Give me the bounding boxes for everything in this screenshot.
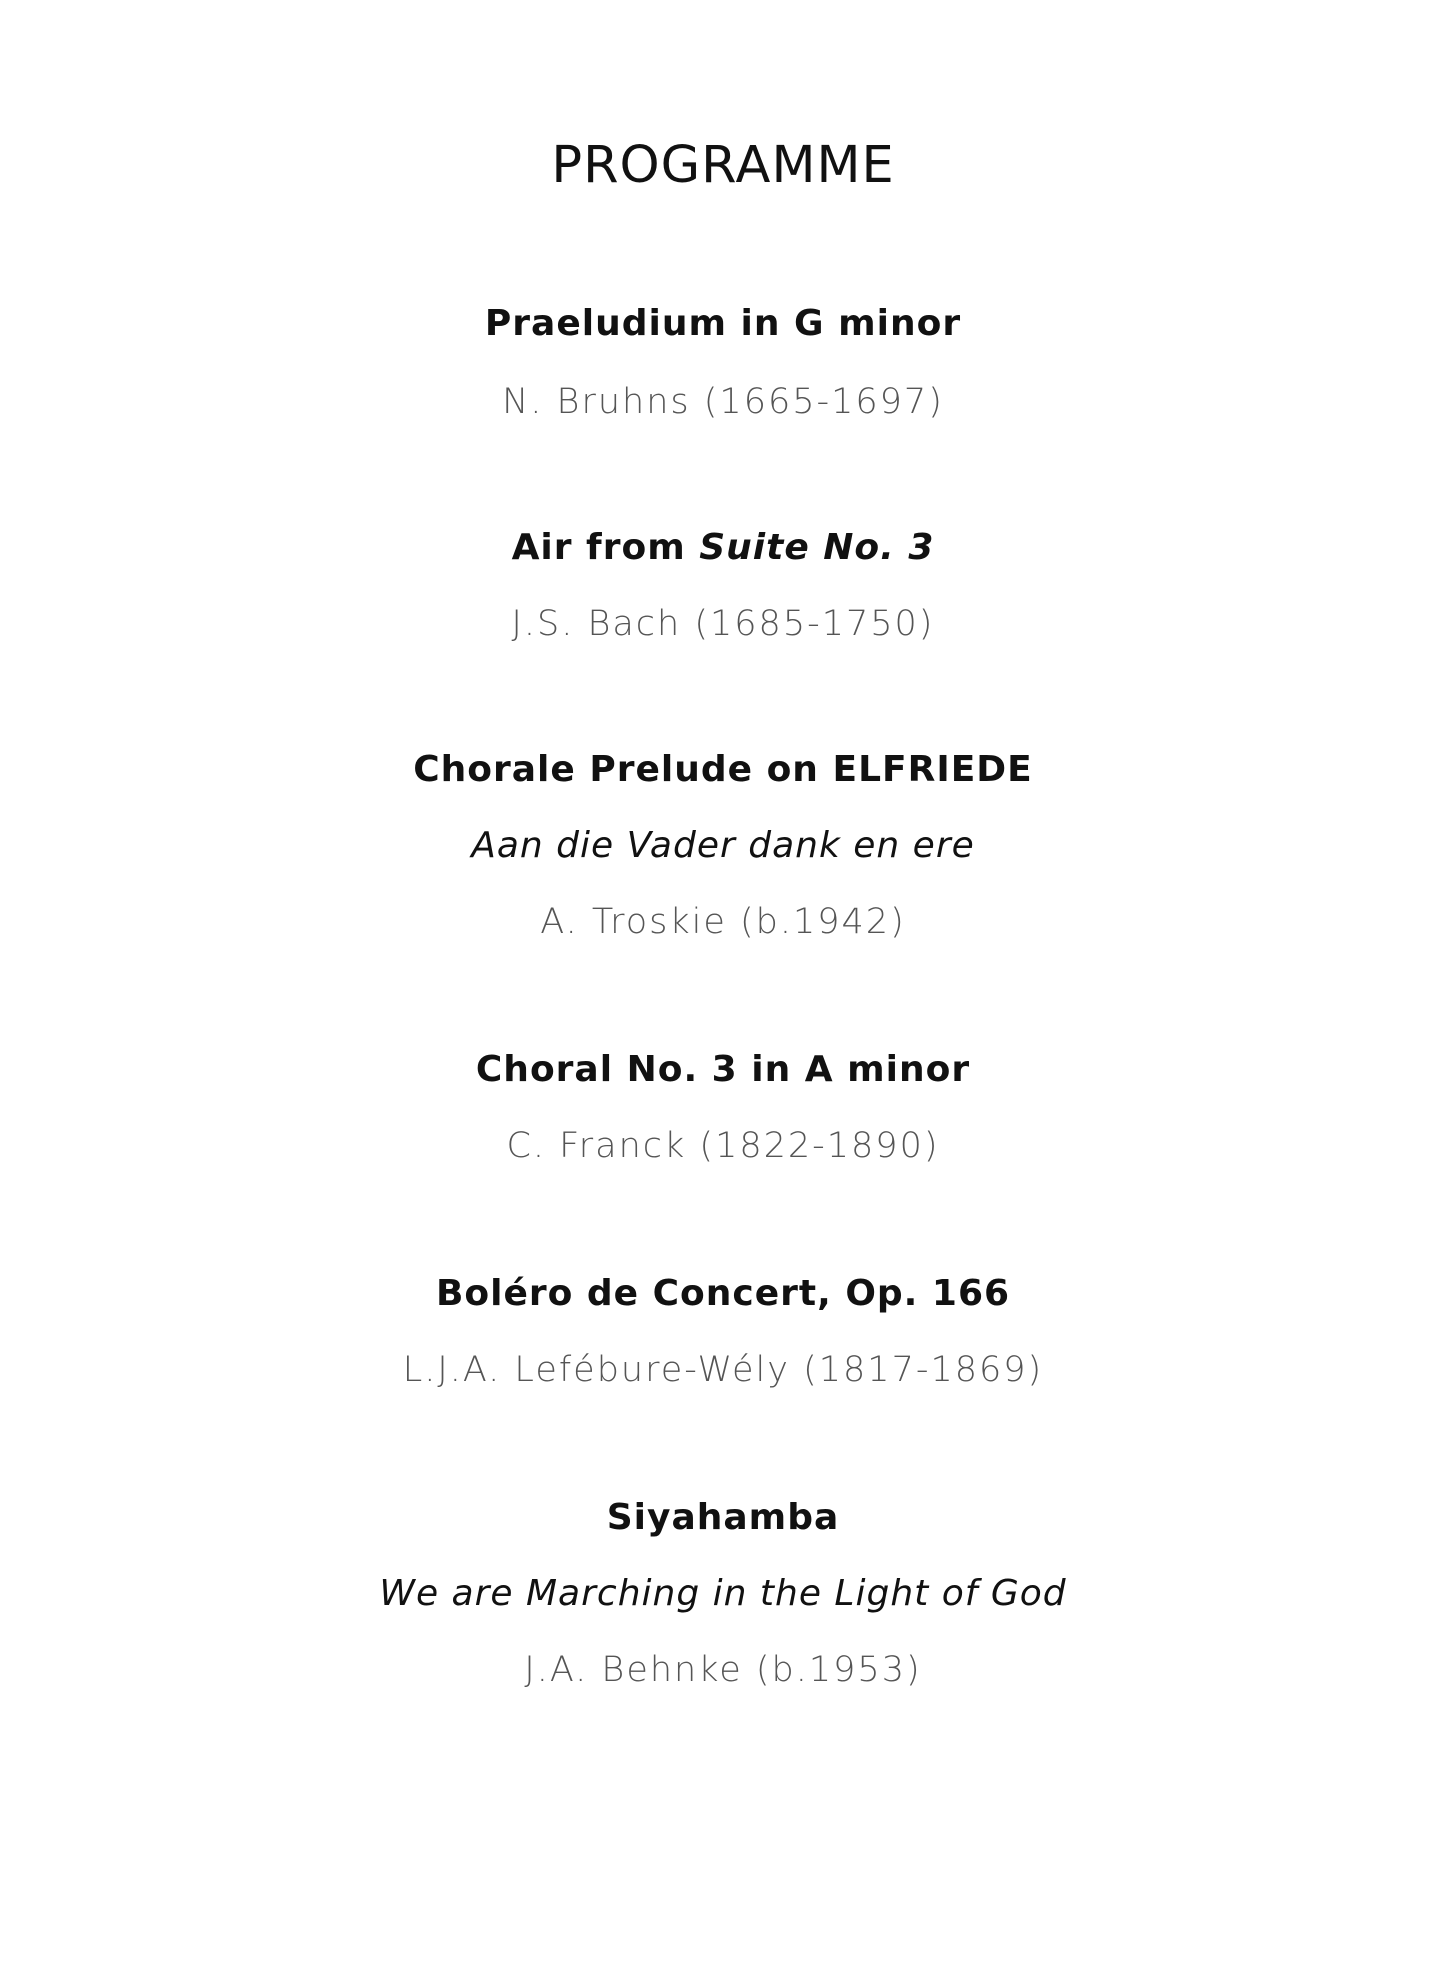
work-title: Boléro de Concert, Op. 166: [435, 1273, 1011, 1314]
composer-name: J.S. Bach (1685-1750): [511, 604, 935, 644]
page-title: PROGRAMME: [551, 136, 895, 195]
work-title: [0, 526, 1446, 570]
composer-name: J.A. Behnke (b.1953): [524, 1650, 922, 1690]
work-title-italic: Suite No. 3: [699, 527, 935, 568]
work-title: Choral No. 3 in A minor: [475, 1049, 971, 1090]
composer-name: C. Franck (1822-1890): [506, 1126, 940, 1166]
work-title-prefix: Air from: [511, 527, 700, 568]
composer-name: L.J.A. Lefébure-Wély (1817-1869): [402, 1350, 1044, 1390]
work-subtitle: We are Marching in the Light of God: [379, 1573, 1067, 1614]
composer-name: A. Troskie (b.1942): [540, 902, 906, 942]
work-title: Siyahamba: [606, 1497, 840, 1538]
composer-name: N. Bruhns (1665-1697): [502, 382, 944, 422]
work-title: Chorale Prelude on ELFRIEDE: [413, 749, 1033, 790]
work-subtitle: Aan die Vader dank en ere: [471, 825, 975, 866]
work-title: Praeludium in G minor: [484, 303, 962, 344]
